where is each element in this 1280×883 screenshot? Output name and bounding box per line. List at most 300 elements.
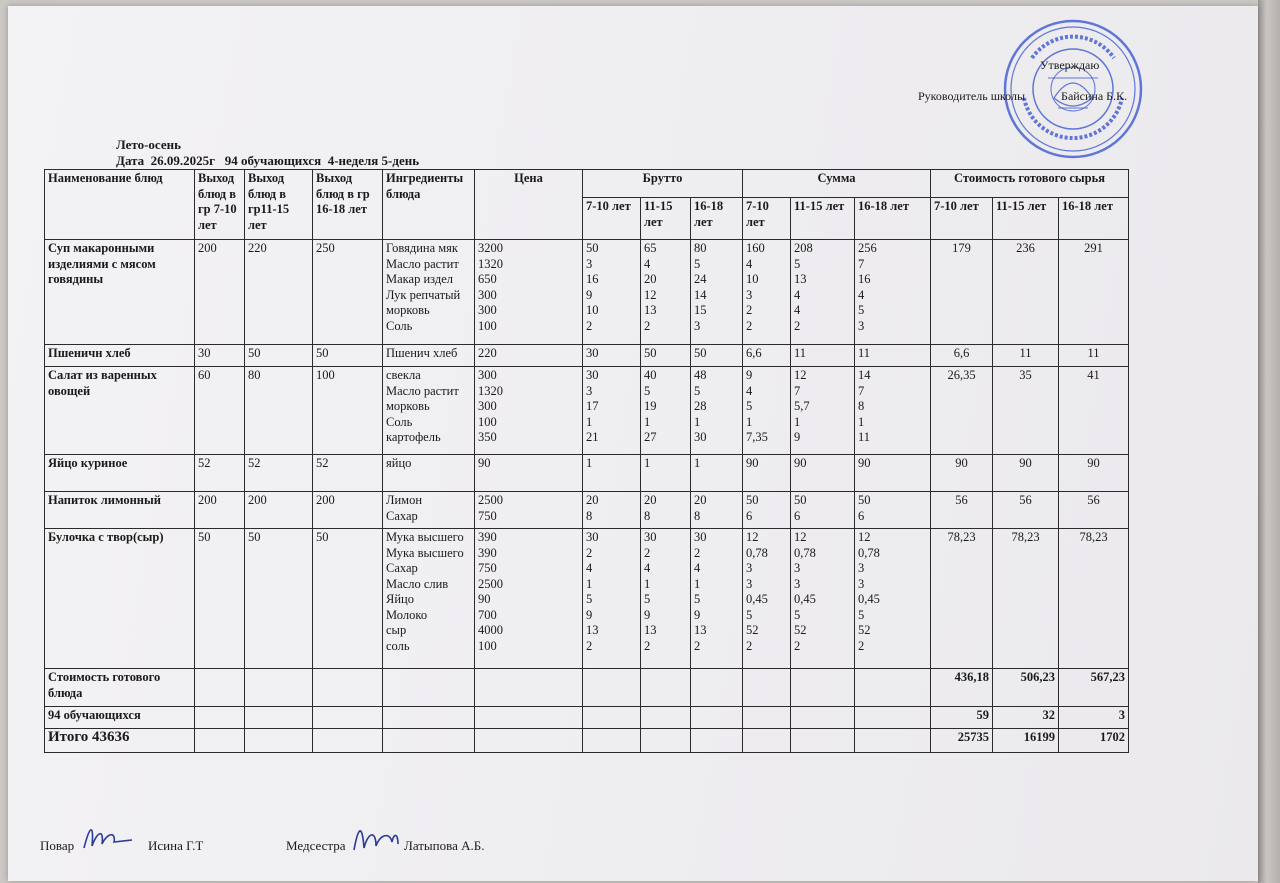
ingredient-list-value: Яйцо — [386, 592, 414, 606]
brutto-list-value: 5 — [694, 256, 701, 271]
brutto-list-value: 10 — [586, 303, 599, 317]
brutto-list-value: 5 — [644, 592, 651, 606]
summa-list-value: 1 — [794, 414, 801, 429]
price-list-value: 750 — [478, 508, 497, 523]
brutto-list-value: 9 — [586, 287, 593, 302]
brutto-list — [583, 529, 641, 669]
summa-list — [855, 529, 931, 669]
empty-cell — [245, 669, 313, 707]
empty-cell — [195, 669, 245, 707]
brutto-list — [691, 529, 743, 669]
brutto-list-value: 1 — [644, 414, 651, 429]
summa-list-value: 50 — [746, 493, 759, 507]
summa-list-value: 90 — [858, 456, 871, 470]
ingredient-list — [383, 240, 475, 345]
ingredient-list-value: Пшенич хлеб — [386, 346, 458, 360]
brutto-list — [583, 240, 641, 345]
summa-age3: 16-18 лет — [855, 198, 931, 240]
dish-cost: 6,6 — [931, 345, 993, 367]
summa-list — [791, 240, 855, 345]
brutto-list-value: 2 — [586, 545, 593, 560]
dish-cost: 78,23 — [1059, 529, 1129, 669]
empty-cell — [583, 669, 641, 707]
price-list-value: 650 — [478, 272, 497, 286]
brutto-list-value: 2 — [694, 545, 701, 560]
brutto-list — [583, 345, 641, 367]
ingredient-list-value: Макар издел — [386, 272, 454, 286]
summa-list-value: 5 — [794, 607, 801, 622]
summa-list — [743, 455, 791, 492]
brutto-list — [641, 367, 691, 455]
brutto-list-value: 2 — [586, 638, 593, 653]
dish-cost: 291 — [1059, 240, 1129, 345]
summa-list-value: 6 — [794, 508, 801, 523]
price-list-value: 300 — [478, 287, 497, 302]
summa-list-value: 5 — [858, 303, 865, 317]
brutto-list-value: 8 — [644, 508, 651, 523]
price-list-value: 2500 — [478, 576, 503, 591]
ingredient-list-value: Говядина мяк — [386, 241, 459, 255]
brutto-list-value: 20 — [694, 493, 707, 507]
brutto-list — [691, 492, 743, 529]
ingredient-list-value: морковь — [386, 399, 430, 413]
empty-cell — [855, 729, 931, 753]
approve-label: Утверждаю — [1040, 58, 1100, 72]
summa-list — [791, 529, 855, 669]
empty-cell — [383, 707, 475, 729]
dish-output: 200 — [313, 492, 383, 529]
summa-list-value: 6,6 — [746, 346, 762, 360]
dish-cost: 90 — [993, 455, 1059, 492]
summa-list — [855, 455, 931, 492]
cost-total-row-value: 436,18 — [931, 669, 993, 707]
brutto-list-value: 21 — [586, 430, 599, 444]
cost-total-row-value: 567,23 — [1059, 669, 1129, 707]
price-list-value: 3200 — [478, 241, 503, 255]
brutto-list — [641, 492, 691, 529]
summa-list — [855, 240, 931, 345]
summa-list-value: 5 — [858, 607, 865, 622]
summa-list-value: 6 — [746, 508, 753, 523]
brutto-list-value: 2 — [644, 318, 651, 333]
summa-list-value: 9 — [746, 368, 753, 382]
summa-list-value: 3 — [858, 318, 865, 333]
summa-list — [743, 345, 791, 367]
dish-output: 50 — [195, 529, 245, 669]
summa-list-value: 4 — [746, 256, 753, 271]
price-list-value: 390 — [478, 530, 497, 544]
dish-cost: 179 — [931, 240, 993, 345]
brutto-list-value: 1 — [586, 456, 593, 470]
empty-cell — [195, 707, 245, 729]
price-list — [475, 529, 583, 669]
cost-age2: 11-15 лет — [993, 198, 1059, 240]
price-list-value: 300 — [478, 303, 497, 317]
summa-list — [791, 455, 855, 492]
brutto-list-value: 40 — [644, 368, 657, 382]
empty-cell — [743, 707, 791, 729]
summa-list-value: 7 — [858, 383, 865, 398]
grand-total-row-value: 25735 — [931, 729, 993, 753]
empty-cell — [791, 669, 855, 707]
summa-list-value: 256 — [858, 241, 877, 255]
brutto-list-value: 2 — [586, 318, 593, 333]
summa-list-value: 9 — [794, 430, 801, 444]
brutto-list — [583, 455, 641, 492]
brutto-list-value: 30 — [586, 530, 599, 544]
ingredient-list-value: Масло растит — [386, 256, 459, 271]
price-list-value: 300 — [478, 368, 497, 382]
brutto-list-value: 3 — [694, 318, 701, 333]
brutto-list-value: 13 — [694, 623, 707, 637]
brutto-list-value: 4 — [586, 561, 593, 575]
ingredient-list — [383, 367, 475, 455]
summa-list-value: 0,78 — [794, 545, 816, 560]
summa-list-value: 4 — [794, 303, 801, 317]
dish-cost: 90 — [931, 455, 993, 492]
ingredient-list — [383, 455, 475, 492]
summa-list — [743, 240, 791, 345]
empty-cell — [855, 707, 931, 729]
brutto-list-value: 20 — [644, 272, 657, 286]
brutto-list — [691, 240, 743, 345]
brutto-list-value: 3 — [586, 383, 593, 398]
brutto-list-value: 20 — [586, 493, 599, 507]
brutto-list-value: 2 — [644, 638, 651, 653]
summa-list-value: 0,78 — [858, 545, 880, 560]
summa-list-value: 5 — [746, 399, 753, 413]
summa-list-value: 7 — [794, 383, 801, 398]
date-line: Дата 26.09.2025г 94 обучающихся 4-неделя 5-день — [116, 153, 420, 168]
price-list-value: 4000 — [478, 623, 503, 637]
dish-cost: 11 — [993, 345, 1059, 367]
col-brutto-header: Брутто — [583, 170, 743, 198]
summa-list-value: 52 — [858, 623, 871, 637]
brutto-list-value: 1 — [644, 456, 651, 470]
brutto-list-value: 2 — [694, 638, 701, 653]
students-row-value: 59 — [931, 707, 993, 729]
brutto-list-value: 65 — [644, 241, 657, 255]
empty-cell — [641, 707, 691, 729]
empty-cell — [195, 729, 245, 753]
summa-list-value: 16 — [858, 272, 871, 286]
ingredient-list-value: яйцо — [386, 456, 412, 470]
price-list-value: 1320 — [478, 383, 503, 398]
dish-output: 220 — [245, 240, 313, 345]
ingredient-list-value: Мука высшего — [386, 530, 464, 544]
summa-list-value: 2 — [746, 638, 753, 653]
dish-row — [45, 240, 1211, 345]
summa-list-value: 2 — [746, 303, 753, 317]
brutto-list-value: 9 — [644, 607, 651, 622]
brutto-list-value: 1 — [694, 576, 701, 591]
cost-age1: 7-10 лет — [931, 198, 993, 240]
dish-row — [45, 455, 1211, 492]
brutto-list-value: 5 — [694, 592, 701, 606]
brutto-list-value: 5 — [644, 383, 651, 398]
dish-row — [45, 492, 1211, 529]
brutto-list-value: 13 — [586, 623, 599, 637]
summa-list-value: 12 — [858, 530, 871, 544]
dish-cost: 11 — [1059, 345, 1129, 367]
summa-list — [791, 492, 855, 529]
summa-list — [743, 529, 791, 669]
summa-list-value: 52 — [794, 623, 807, 637]
price-list — [475, 455, 583, 492]
dish-name: Пшеничн хлеб — [45, 345, 195, 367]
dish-cost: 90 — [1059, 455, 1129, 492]
price-list-value: 2500 — [478, 493, 503, 507]
col-out2-header: Выход блюд в гр11-15 лет — [245, 170, 313, 240]
dish-name: Суп макаронными изделиями с мясом говядины — [45, 240, 195, 345]
empty-cell — [475, 669, 583, 707]
empty-cell — [313, 669, 383, 707]
brutto-list-value: 1 — [644, 576, 651, 591]
summa-list-value: 208 — [794, 241, 813, 255]
summa-list-value: 1 — [746, 414, 753, 429]
nurse-name: Латыпова А.Б. — [404, 838, 485, 853]
dish-output: 52 — [245, 455, 313, 492]
ingredient-list-value: Соль — [386, 318, 413, 333]
summa-list-value: 90 — [746, 456, 759, 470]
grand-total-row-label: Итого 43636 — [45, 729, 195, 753]
grand-total-row-value: 1702 — [1059, 729, 1129, 753]
summa-list-value: 160 — [746, 241, 765, 255]
brutto-list-value: 19 — [644, 399, 657, 413]
empty-cell — [791, 707, 855, 729]
price-list — [475, 240, 583, 345]
dish-output: 50 — [313, 529, 383, 669]
summa-list-value: 0,45 — [794, 592, 816, 606]
empty-cell — [475, 707, 583, 729]
price-list — [475, 345, 583, 367]
col-ingredients-header: Ингредиенты блюда — [383, 170, 475, 240]
summa-list-value: 2 — [746, 318, 753, 333]
brutto-list-value: 50 — [644, 346, 657, 360]
brutto-list-value: 30 — [586, 346, 599, 360]
col-out3-header: Выход блюд в гр 16-18 лет — [313, 170, 383, 240]
summa-list-value: 12 — [746, 530, 759, 544]
dish-name: Салат из варенных овощей — [45, 367, 195, 455]
ingredient-list-value: Мука высшего — [386, 545, 464, 560]
summa-list — [855, 345, 931, 367]
dish-row — [45, 529, 1211, 669]
ingredient-list-value: сыр — [386, 623, 407, 637]
summa-list-value: 2 — [858, 638, 865, 653]
summa-list — [791, 367, 855, 455]
dish-row — [45, 367, 1211, 455]
empty-cell — [691, 669, 743, 707]
price-list-value: 100 — [478, 318, 497, 333]
brutto-list-value: 9 — [586, 607, 593, 622]
summa-list-value: 13 — [794, 272, 807, 286]
brutto-list-value: 3 — [586, 256, 593, 271]
brutto-list — [583, 492, 641, 529]
brutto-list-value: 30 — [644, 530, 657, 544]
price-list-value: 1320 — [478, 256, 503, 271]
empty-cell — [313, 729, 383, 753]
cost-total-row-value: 506,23 — [993, 669, 1059, 707]
dish-cost: 41 — [1059, 367, 1129, 455]
empty-cell — [691, 707, 743, 729]
summa-list-value: 5 — [746, 607, 753, 622]
dish-output: 250 — [313, 240, 383, 345]
summa-list-value: 52 — [746, 623, 759, 637]
ingredient-list-value: картофель — [386, 430, 441, 444]
summa-list-value: 3 — [746, 576, 753, 591]
summa-list-value: 3 — [858, 576, 865, 591]
summa-list-value: 3 — [794, 576, 801, 591]
price-list-value: 90 — [478, 592, 491, 606]
brutto-list-value: 17 — [586, 399, 599, 413]
brutto-list-value: 8 — [586, 508, 593, 523]
ingredient-list-value: соль — [386, 638, 410, 653]
brutto-list-value: 30 — [694, 430, 707, 444]
dish-cost: 78,23 — [993, 529, 1059, 669]
brutto-list-value: 5 — [694, 383, 701, 398]
brutto-list — [641, 345, 691, 367]
brutto-age2: 11-15 лет — [641, 198, 691, 240]
students-row-value: 32 — [993, 707, 1059, 729]
grand-total-row-value: 16199 — [993, 729, 1059, 753]
empty-cell — [691, 729, 743, 753]
dish-output: 200 — [245, 492, 313, 529]
brutto-age3: 16-18 лет — [691, 198, 743, 240]
brutto-list-value: 30 — [694, 530, 707, 544]
price-list — [475, 492, 583, 529]
col-price-header: Цена — [475, 170, 583, 240]
empty-cell — [641, 729, 691, 753]
dish-row — [45, 345, 1211, 367]
ingredient-list-value: Молоко — [386, 607, 428, 622]
brutto-list — [641, 529, 691, 669]
cook-name: Исина Г.Т — [148, 838, 204, 853]
brutto-list-value: 27 — [644, 430, 657, 444]
price-list-value: 750 — [478, 561, 497, 575]
brutto-list-value: 9 — [694, 607, 701, 622]
summa-age2: 11-15 лет — [791, 198, 855, 240]
ingredient-list-value: Соль — [386, 414, 413, 429]
dish-output: 52 — [195, 455, 245, 492]
summa-list — [791, 345, 855, 367]
nurse-signature — [350, 818, 402, 856]
brutto-list — [641, 455, 691, 492]
price-list-value: 90 — [478, 456, 491, 470]
brutto-age1: 7-10 лет — [583, 198, 641, 240]
empty-cell — [313, 707, 383, 729]
brutto-list — [691, 367, 743, 455]
ingredient-list-value: Масло растит — [386, 383, 459, 398]
dish-cost: 26,35 — [931, 367, 993, 455]
dish-cost: 56 — [993, 492, 1059, 529]
brutto-list-value: 1 — [694, 456, 701, 470]
summa-list-value: 3 — [794, 561, 801, 575]
price-list-value: 700 — [478, 607, 497, 622]
ingredient-list-value: Лук репчатый — [386, 287, 461, 302]
brutto-list-value: 48 — [694, 368, 707, 382]
summa-list-value: 7,35 — [746, 430, 768, 444]
dish-output: 200 — [195, 240, 245, 345]
ingredient-list — [383, 529, 475, 669]
summa-list-value: 8 — [858, 399, 865, 413]
empty-cell — [791, 729, 855, 753]
brutto-list-value: 4 — [644, 561, 651, 575]
col-out1-header: Выход блюд в гр 7-10 лет — [195, 170, 245, 240]
summa-list-value: 3 — [858, 561, 865, 575]
brutto-list-value: 1 — [586, 414, 593, 429]
grand-total-row — [45, 729, 1211, 753]
cost-age3: 16-18 лет — [1059, 198, 1129, 240]
dish-output: 52 — [313, 455, 383, 492]
brutto-list-value: 1 — [586, 576, 593, 591]
empty-cell — [383, 669, 475, 707]
brutto-list-value: 5 — [586, 592, 593, 606]
brutto-list-value: 12 — [644, 287, 657, 302]
brutto-list — [691, 455, 743, 492]
dish-name: Напиток лимонный — [45, 492, 195, 529]
price-list-value: 100 — [478, 638, 497, 653]
summa-list-value: 11 — [794, 346, 807, 360]
price-list-value: 350 — [478, 430, 497, 444]
summa-list-value: 4 — [794, 287, 801, 302]
price-list-value: 100 — [478, 414, 497, 429]
summa-age1: 7-10 лет — [743, 198, 791, 240]
dish-name: Булочка с твор(сыр) — [45, 529, 195, 669]
summa-list-value: 10 — [746, 272, 759, 286]
brutto-list-value: 13 — [644, 623, 657, 637]
summa-list-value: 5,7 — [794, 399, 810, 413]
director-line — [918, 89, 1127, 104]
cost-total-row — [45, 669, 1211, 707]
col-summa-header: Сумма — [743, 170, 931, 198]
ingredient-list-value: Масло слив — [386, 576, 449, 591]
price-list — [475, 367, 583, 455]
summa-list-value: 4 — [858, 287, 865, 302]
brutto-list-value: 2 — [644, 545, 651, 560]
dish-output: 60 — [195, 367, 245, 455]
summa-list-value: 12 — [794, 368, 807, 382]
dish-name: Яйцо куриное — [45, 455, 195, 492]
dish-cost: 56 — [1059, 492, 1129, 529]
summa-list-value: 0,45 — [746, 592, 768, 606]
summa-list-value: 3 — [746, 561, 753, 575]
dish-cost: 236 — [993, 240, 1059, 345]
summa-list-value: 7 — [858, 256, 865, 271]
summa-list-value: 11 — [858, 430, 871, 444]
brutto-list — [691, 345, 743, 367]
students-row-value: 3 — [1059, 707, 1129, 729]
empty-cell — [855, 669, 931, 707]
menu-table — [44, 169, 1211, 753]
ingredient-list-value: Лимон — [386, 493, 423, 507]
summa-list-value: 12 — [794, 530, 807, 544]
cook-signature — [80, 820, 140, 856]
summa-list-value: 50 — [794, 493, 807, 507]
ingredient-list — [383, 345, 475, 367]
ingredient-list-value: Сахар — [386, 508, 418, 523]
brutto-list-value: 4 — [694, 561, 701, 575]
cook-label: Повар — [40, 838, 75, 853]
dish-output: 30 — [195, 345, 245, 367]
price-list-value: 390 — [478, 545, 497, 560]
ingredient-list-value: морковь — [386, 303, 430, 317]
empty-cell — [743, 669, 791, 707]
brutto-list-value: 50 — [694, 346, 707, 360]
background-edge — [1258, 0, 1280, 883]
summa-list — [855, 492, 931, 529]
brutto-list-value: 8 — [694, 508, 701, 523]
summa-list-value: 0,45 — [858, 592, 880, 606]
